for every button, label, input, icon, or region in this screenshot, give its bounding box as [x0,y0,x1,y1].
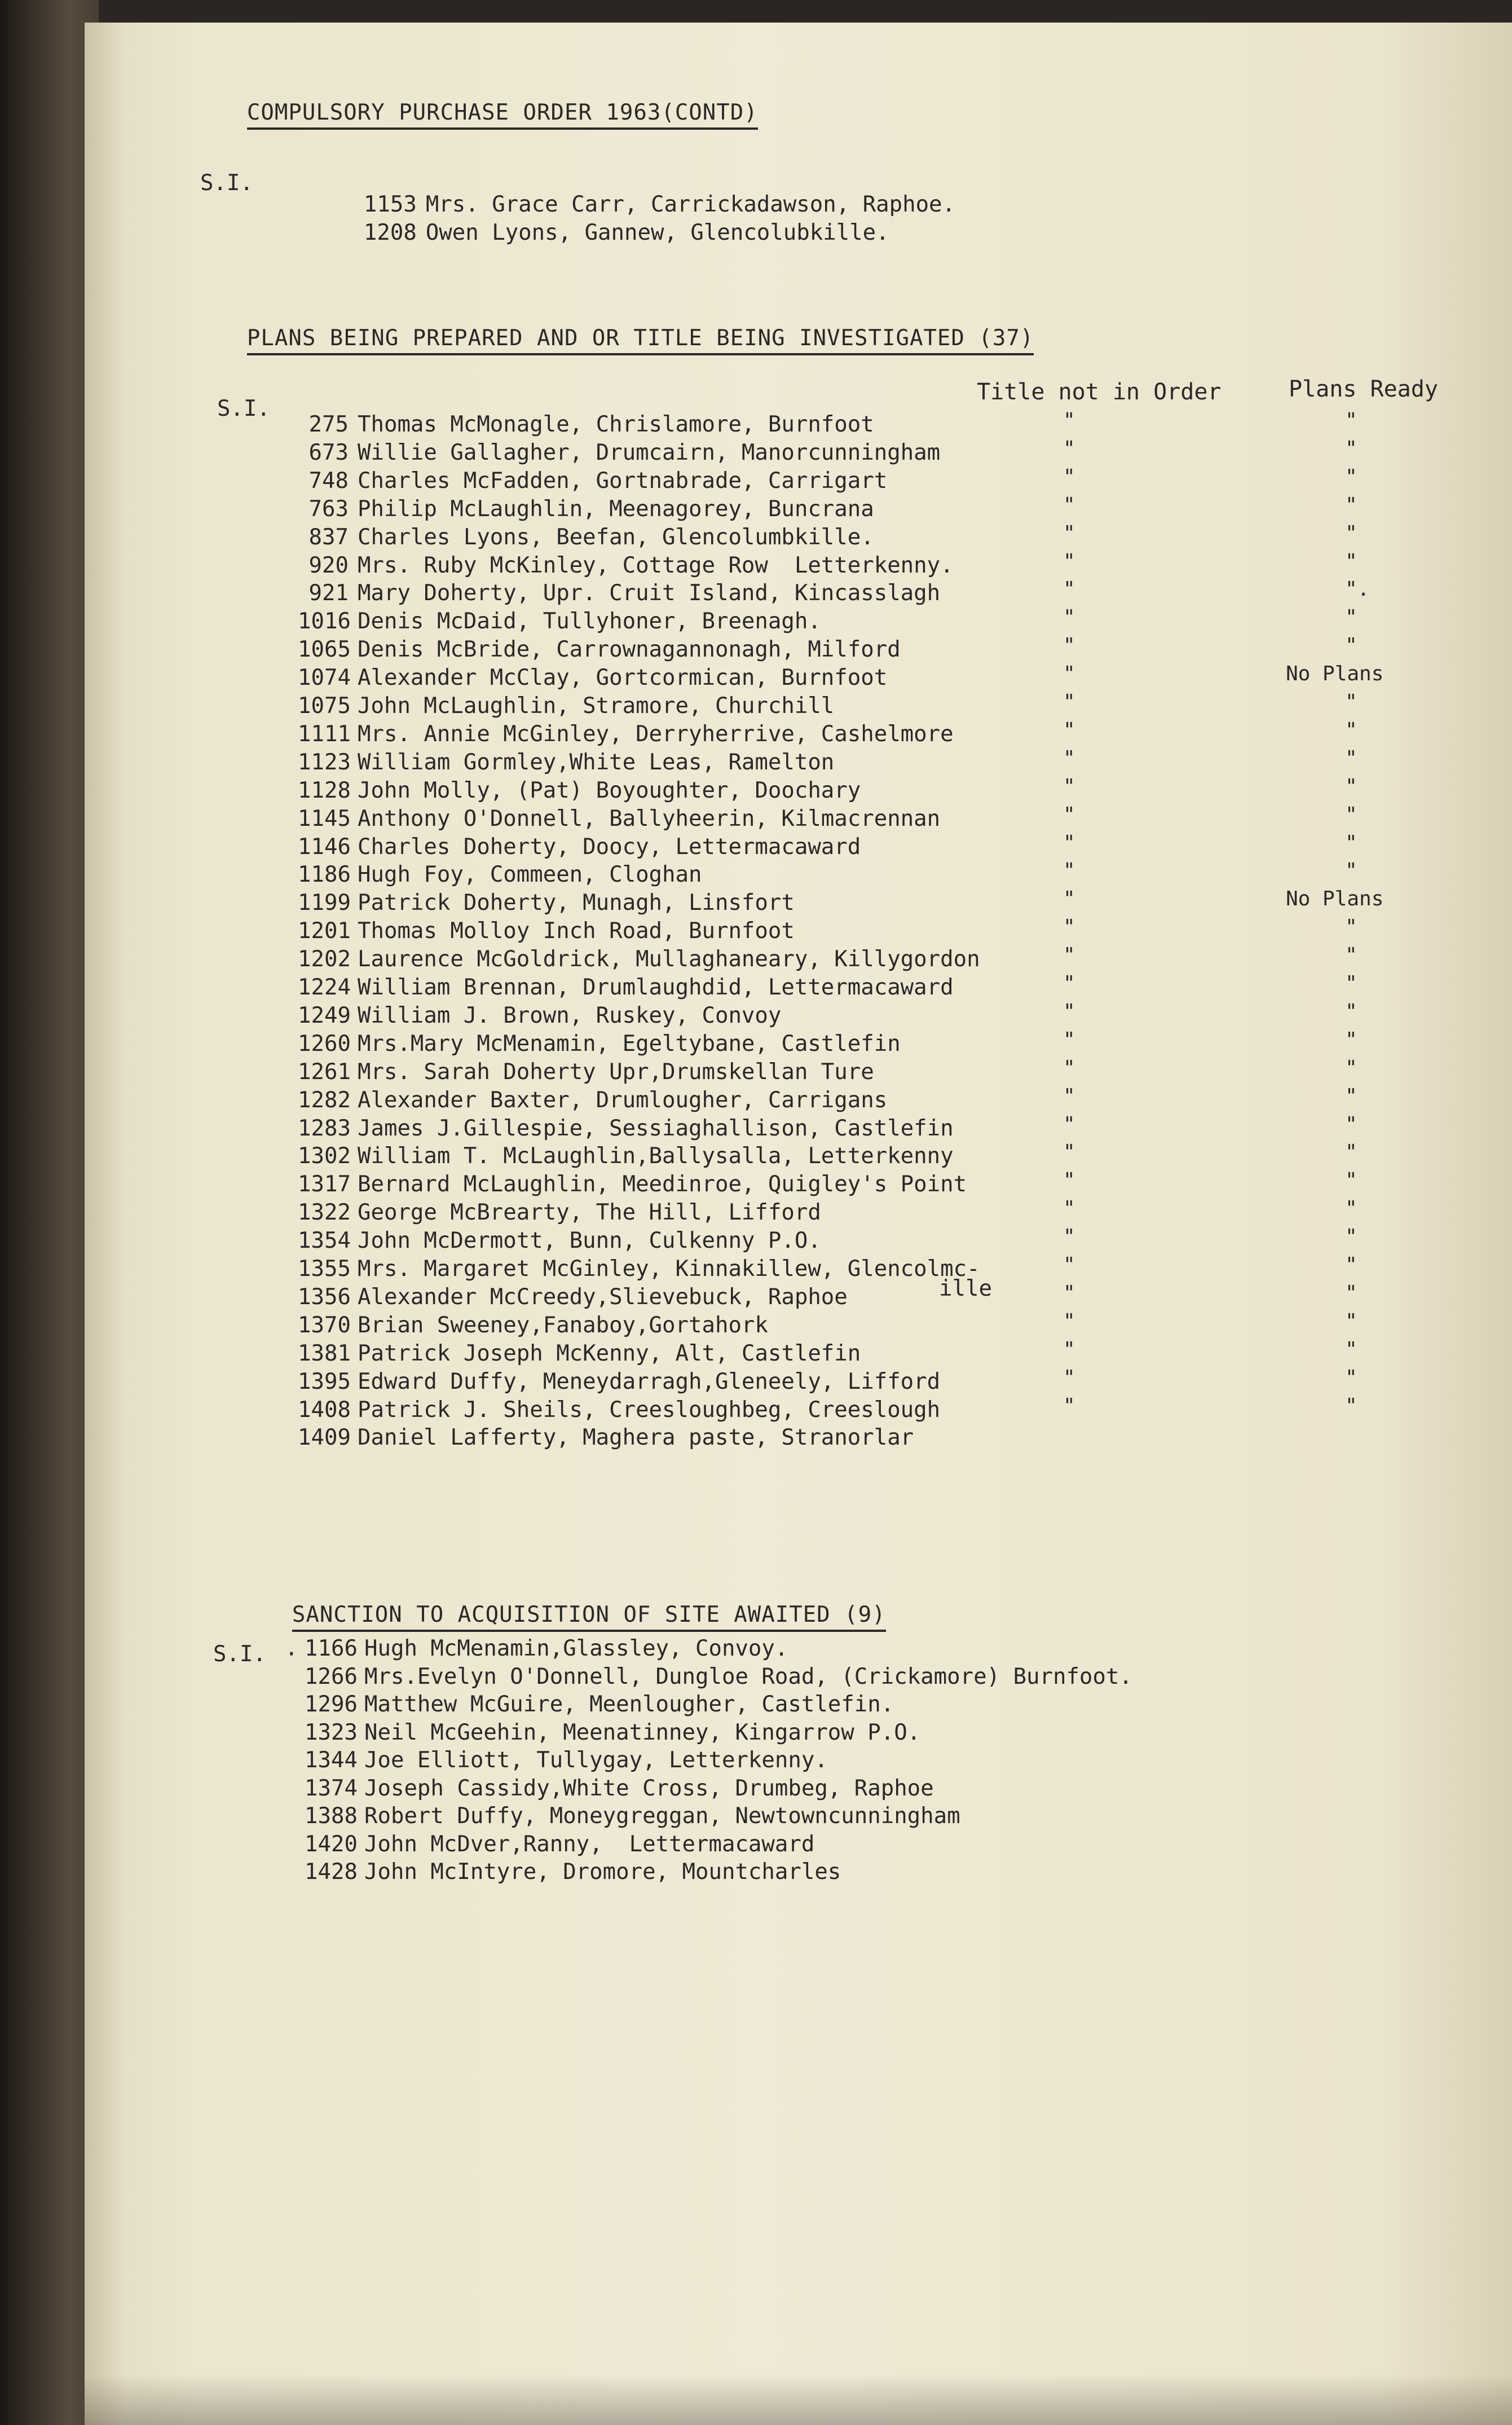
title-status: " [1063,1394,1075,1418]
title-status: " [1063,803,1075,826]
list-item [298,889,795,917]
si-number: 1420 [305,1831,358,1857]
list-item [298,1199,821,1227]
entry-text: John McIntyre, Dromore, Mountcharles [364,1859,841,1885]
list-item [298,1170,967,1199]
si-number: 1409 [298,1425,351,1451]
plans-status: " [1345,803,1357,826]
plans-status: " [1345,831,1357,855]
entry-text: Alexander McClay, Gortcormican, Burnfoot [358,665,888,691]
wrapped-text-continuation: ille [939,1276,992,1301]
plans-status: " [1345,409,1357,432]
plans-status: " [1345,1028,1357,1051]
list-item [305,1719,920,1747]
list-item [298,495,874,523]
plans-status: " [1345,859,1357,883]
list-item [305,1691,894,1719]
list-item [298,1142,954,1170]
entry-text: John Molly, (Pat) Boyoughter, Doochary [358,777,861,803]
si-number: 1344 [305,1748,358,1773]
si-number: 1065 [298,637,351,663]
si-number: 1428 [305,1859,358,1885]
plans-status: " [1345,1366,1357,1389]
si-number: 1408 [298,1397,351,1423]
si-number: 1186 [298,862,351,888]
list-item [298,974,954,1002]
title-status: " [1063,1225,1075,1249]
title-status: " [1063,493,1075,517]
entry-text: William T. McLaughlin,Ballysalla, Letterkenny [358,1143,954,1169]
entry-text: Mrs. Ruby McKinley, Cottage Row Letterkenny. [358,552,954,578]
plans-status: " [1345,718,1357,742]
entry-text: Mary Doherty, Upr. Cruit Island, Kincasslagh [358,580,941,606]
entry-text: Hugh Foy, Commeen, Cloghan [358,862,702,888]
list-item [284,162,956,217]
list-item [305,1746,828,1775]
title-status: " [1063,521,1075,545]
si-number: 1317 [298,1172,351,1198]
entry-text: Neil McGeehin, Meenatinney, Kingarrow P.O. [364,1719,921,1745]
entry-text: Mrs. Margaret McGinley, Kinnakillew, Glencolmc- [358,1256,980,1282]
entry-text: Charles Doherty, Doocy, Lettermacaward [358,834,861,860]
si-number: 1202 [298,947,351,972]
title-status: " [1063,746,1075,770]
entry-text: Edward Duffy, Meneydarragh,Gleneely, Lifford [358,1368,941,1394]
title-status: " [1063,1337,1075,1361]
si-number: 763 [308,496,349,522]
list-item [298,1340,861,1368]
si-number: 1074 [298,665,351,691]
si-label: S.I. [213,1641,266,1667]
si-number: 748 [308,468,349,494]
list-item [298,1086,887,1115]
column-header-title: Title not in Order [977,379,1222,405]
entry-text: Hugh McMenamin,Glassley, Convoy. [364,1636,788,1661]
entry-text: Owen Lyons, Gannew, Glencolubkille. [425,220,889,245]
plans-status: " [1345,606,1357,630]
title-status: " [1063,774,1075,798]
plans-status: " [1345,634,1357,658]
plans-status: No Plans [1286,887,1384,911]
list-item [305,1802,960,1830]
plans-status: " [1345,1309,1357,1333]
bullet: · [285,1641,298,1667]
si-number: 1354 [298,1228,351,1254]
si-number: 1111 [298,721,351,747]
list-item [298,1227,821,1255]
section-heading-plans: PLANS BEING PREPARED AND OR TITLE BEING INVESTIGATED (37) [192,300,1034,376]
title-status: " [1063,944,1075,967]
plans-status: " [1345,1197,1357,1221]
list-item [298,777,861,805]
plans-status: " [1345,1281,1357,1305]
si-number: 1199 [298,890,351,916]
entry-text: Patrick Doherty, Munagh, Linsfort [358,890,795,916]
entry-text: Mrs. Annie McGinley, Derryherrive, Cashelmore [358,721,954,747]
title-status: " [1063,1197,1075,1221]
si-number: 1123 [298,749,351,775]
list-item [298,1115,954,1143]
title-status: " [1063,916,1075,939]
title-status: " [1063,1141,1075,1164]
si-number: 1296 [305,1692,358,1717]
entry-text: George McBrearty, The Hill, Lifford [358,1200,821,1226]
si-number: 1260 [298,1031,351,1057]
entry-text: Charles McFadden, Gortnabrade, Carrigart [358,468,888,494]
si-number: 673 [308,439,349,465]
list-item [305,1775,934,1803]
entry-text: James J.Gillespie, Sessiaghallison, Castlefin [358,1115,954,1141]
plans-status: " [1345,1169,1357,1192]
si-number: 837 [308,524,349,550]
entry-text: Denis McDaid, Tullyhoner, Breenagh. [358,609,821,635]
entry-text: Joseph Cassidy,White Cross, Drumbeg, Raphoe [364,1775,934,1801]
entry-text: John McLaughlin, Stramore, Churchill [358,693,835,719]
si-number: 1201 [298,918,351,944]
entry-text: Mrs.Evelyn O'Donnell, Dungloe Road, (Crickamore) Burnfoot. [364,1663,1132,1689]
entry-text: Charles Lyons, Beefan, Glencolumbkille. [358,524,874,550]
entry-text: Thomas McMonagle, Chrislamore, Burnfoot [358,412,874,437]
plans-status: " [1345,944,1357,967]
si-number: 1282 [298,1087,351,1113]
list-item [305,1663,1132,1691]
title-status: " [1063,606,1075,630]
title-status: " [1063,859,1075,883]
si-number: 1381 [298,1340,351,1366]
si-number: 921 [308,580,349,606]
title-status: " [1063,1309,1075,1333]
entry-text: Matthew McGuire, Meenlougher, Castlefin. [364,1692,894,1717]
plans-status: " [1345,493,1357,517]
entry-text: Patrick Joseph McKenny, Alt, Castlefin [358,1340,861,1366]
list-item [298,1396,940,1424]
entry-text: William J. Brown, Ruskey, Convoy [358,1002,782,1028]
title-status: " [1063,831,1075,855]
list-item [298,833,861,861]
si-number: 1153 [363,192,417,217]
si-number: 1075 [298,693,351,719]
plans-status: " [1345,1225,1357,1249]
title-status: " [1063,718,1075,742]
list-item [305,1830,814,1859]
plans-status: " [1345,1141,1357,1164]
si-number: 1323 [305,1719,358,1745]
list-item [298,805,940,833]
entry-text: John McDver,Ranny, Lettermacaward [364,1831,815,1857]
list-item [284,191,889,245]
list-item [298,552,954,580]
plans-status: " [1345,1112,1357,1136]
list-item [298,861,702,889]
plans-status: " [1345,746,1357,770]
entry-text: Alexander McCreedy,Slievebuck, Raphoe [358,1284,848,1310]
si-number: 1370 [298,1312,351,1338]
list-item [298,1283,848,1311]
title-status: " [1063,887,1075,911]
title-status: " [1063,1000,1075,1023]
plans-status: " [1345,1394,1357,1418]
title-status: " [1063,1056,1075,1080]
list-item [298,692,834,720]
title-status: " [1063,1253,1075,1277]
list-item [298,1255,980,1283]
plans-status: " [1345,1253,1357,1277]
list-item [298,1424,914,1452]
si-number: 1128 [298,777,351,803]
book-spine [0,0,99,2425]
si-number: 1261 [298,1059,351,1085]
list-item [298,917,795,945]
entry-text: Bernard McLaughlin, Meedinroe, Quigley's Point [358,1172,967,1198]
entry-text: Willie Gallagher, Drumcairn, Manorcunningham [358,439,941,465]
list-item [298,439,940,467]
list-item [305,1635,788,1663]
title-status: " [1063,549,1075,573]
entry-text: John McDermott, Bunn, Culkenny P.O. [358,1228,821,1254]
si-number: 1355 [298,1256,351,1282]
list-item [298,579,940,608]
plans-status: " [1345,465,1357,488]
list-item [298,720,954,749]
plans-status: " [1345,521,1357,545]
si-number: 1302 [298,1143,351,1169]
plans-status: " [1345,437,1357,460]
plans-status: " [1345,916,1357,939]
entry-text: Patrick J. Sheils, Creesloughbeg, Creeslough [358,1397,941,1423]
title-status: " [1063,409,1075,432]
entry-text: William Brennan, Drumlaughdid, Lettermacaward [358,975,954,1000]
list-item [298,1368,940,1396]
si-number: 1395 [298,1368,351,1394]
plans-status: " [1345,549,1357,573]
list-item [298,945,980,974]
entry-text: Mrs. Grace Carr, Carrickadawson, Raphoe. [425,192,956,217]
si-number: 1356 [298,1284,351,1310]
si-number: 1283 [298,1115,351,1141]
entry-text: Robert Duffy, Moneygreggan, Newtowncunningham [364,1803,960,1829]
si-number: 1016 [298,609,351,635]
si-label: S.I. [200,170,253,196]
plans-status: " [1345,1337,1357,1361]
si-number: 1388 [305,1803,358,1829]
list-item [298,411,874,439]
si-number: 1208 [363,220,417,245]
si-number: 1322 [298,1200,351,1226]
column-header-plans: Plans Ready [1289,376,1438,402]
title-status: " [1063,437,1075,460]
si-number: 1224 [298,975,351,1000]
plans-status: " [1345,1084,1357,1108]
plans-status: " [1345,972,1357,995]
title-status: " [1063,465,1075,488]
plans-status: " [1345,1056,1357,1080]
list-item [305,1858,841,1886]
plans-status: " [1345,690,1357,714]
si-number: 1166 [305,1636,358,1661]
title-status: " [1063,1366,1075,1389]
list-item [298,749,834,777]
si-number: 1249 [298,1002,351,1028]
title-status: " [1063,1281,1075,1305]
entry-text: Mrs.Mary McMenamin, Egeltybane, Castlefin [358,1031,901,1057]
list-item [298,467,887,495]
list-item [298,636,901,664]
title-status: " [1063,578,1075,601]
plans-status: No Plans [1286,662,1384,686]
entry-text: Philip McLaughlin, Meenagorey, Buncrana [358,496,874,522]
section-heading-cpo: COMPULSORY PURCHASE ORDER 1963(CONTD) [192,74,758,151]
list-item [298,1030,901,1058]
si-label: S.I. [217,396,270,421]
entry-text: Anthony O'Donnell, Ballyheerin, Kilmacrennan [358,806,941,831]
si-number: 1145 [298,806,351,831]
title-status: " [1063,1169,1075,1192]
si-number: 920 [308,552,349,578]
si-number: 1146 [298,834,351,860]
entry-text: Brian Sweeney,Fanaboy,Gortahork [358,1312,768,1338]
plans-status: " [1345,1000,1357,1023]
section-heading-sanction: SANCTION TO ACQUISITION OF SITE AWAITED (9) [237,1577,886,1653]
title-status: " [1063,1084,1075,1108]
title-status: " [1063,662,1075,686]
document-page [85,23,1512,2425]
title-status: " [1063,1112,1075,1136]
entry-text: Daniel Lafferty, Maghera paste, Stranorlar [358,1425,914,1451]
si-number: 1374 [305,1775,358,1801]
entry-text: Alexander Baxter, Drumlougher, Carrigans [358,1087,888,1113]
entry-text: Thomas Molloy Inch Road, Burnfoot [358,918,795,944]
plans-status: " [1345,774,1357,798]
list-item [298,608,821,636]
title-status: " [1063,634,1075,658]
entry-text: Joe Elliott, Tullygay, Letterkenny. [364,1748,828,1773]
list-item [298,1002,781,1030]
entry-text: Mrs. Sarah Doherty Upr,Drumskellan Ture [358,1059,874,1085]
list-item [298,1058,874,1086]
title-status: " [1063,972,1075,995]
title-status: " [1063,690,1075,714]
list-item [298,1311,768,1340]
list-item [298,664,887,692]
plans-status: ". [1345,578,1370,601]
si-number: 275 [308,412,349,437]
title-status: " [1063,1028,1075,1051]
si-number: 1266 [305,1663,358,1689]
entry-text: William Gormley,White Leas, Ramelton [358,749,835,775]
entry-text: Denis McBride, Carrownagannonagh, Milford [358,637,901,663]
entry-text: Laurence McGoldrick, Mullaghaneary, Killygordon [358,947,980,972]
list-item [298,523,874,552]
